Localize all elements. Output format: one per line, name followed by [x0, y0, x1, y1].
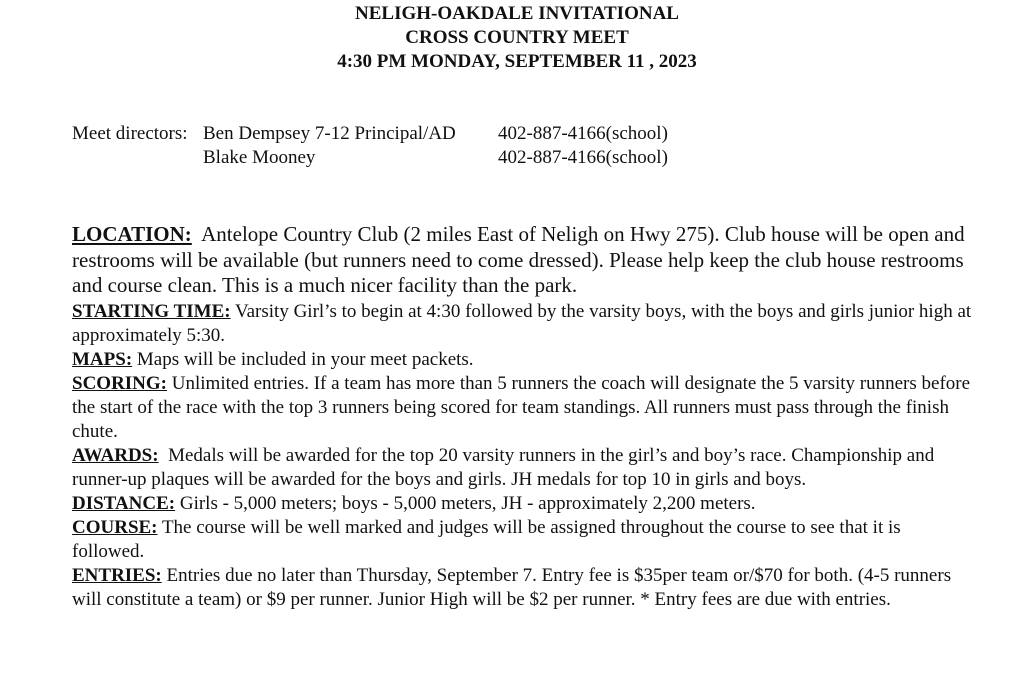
starting-time-section — [72, 300, 972, 348]
director-name: Blake Mooney — [203, 147, 316, 168]
distance-text: Girls - 5,000 meters; boys - 5,000 meters, JH - approximately 2,200 meters. — [179, 493, 756, 514]
entries-label: ENTRIES: — [72, 565, 162, 586]
scoring-text: Unlimited entries. If a team has more than 5 runners the coach will designate the 5 varsity runners before the start of the race with the top 3 runners being scored for team standings. All runners must pass through the finish chute. — [72, 373, 971, 442]
director-name: Ben Dempsey 7-12 Principal/AD — [203, 123, 456, 144]
scoring-section — [72, 372, 972, 444]
maps-text: Maps will be included in your meet packets. — [136, 349, 474, 370]
meet-info-sections — [72, 300, 972, 612]
location-section — [72, 222, 972, 299]
starting-time-text: Varsity Girl’s to begin at 4:30 followed by the varsity boys, with the boys and girls junior high at approximately 5:30. — [72, 301, 972, 346]
entries-text: Entries due no later than Thursday, September 7. Entry fee is $35per team or/$70 for both. (4-5 runners will constitute a team) or $9 per runner. Junior High will be $2 per runner. * Entry fees are due with entries. — [72, 565, 952, 610]
course-section — [72, 516, 972, 564]
meet-header — [0, 2, 1024, 74]
maps-section — [72, 348, 972, 372]
awards-section — [72, 444, 972, 492]
scoring-label: SCORING: — [72, 373, 168, 394]
location-label: LOCATION: — [72, 222, 192, 246]
awards-text: Medals will be awarded for the top 20 varsity runners in the girl’s and boy’s race. Championship and runner-up plaques will be awarded for the boys and girls. JH medals for top 10 in girls and boys. — [72, 445, 935, 490]
distance-label: DISTANCE: — [72, 493, 176, 514]
course-label: COURSE: — [72, 517, 158, 538]
distance-section — [72, 492, 972, 516]
meet-title: NELIGH-OAKDALE INVITATIONAL — [355, 3, 679, 24]
directors-label: Meet directors: — [72, 123, 188, 144]
location-text: Antelope Country Club (2 miles East of Neligh on Hwy 275). Club house will be open and restrooms will be available (but runners need to come dressed). Please help keep the club house restrooms and course clean. This is a much nicer facility than the park. — [72, 222, 965, 297]
meet-subtitle: CROSS COUNTRY MEET — [405, 27, 629, 48]
maps-label: MAPS: — [72, 349, 133, 370]
meet-date-time: 4:30 PM MONDAY, SEPTEMBER 11 , 2023 — [337, 51, 697, 72]
course-text: The course will be well marked and judges will be assigned throughout the course to see that it is followed. — [72, 517, 901, 562]
director-phone: 402-887-4166(school) — [498, 147, 668, 168]
entries-section — [72, 564, 972, 612]
awards-label: AWARDS: — [72, 445, 159, 466]
starting-time-label: STARTING TIME: — [72, 301, 231, 322]
director-phone: 402-887-4166(school) — [498, 123, 668, 144]
